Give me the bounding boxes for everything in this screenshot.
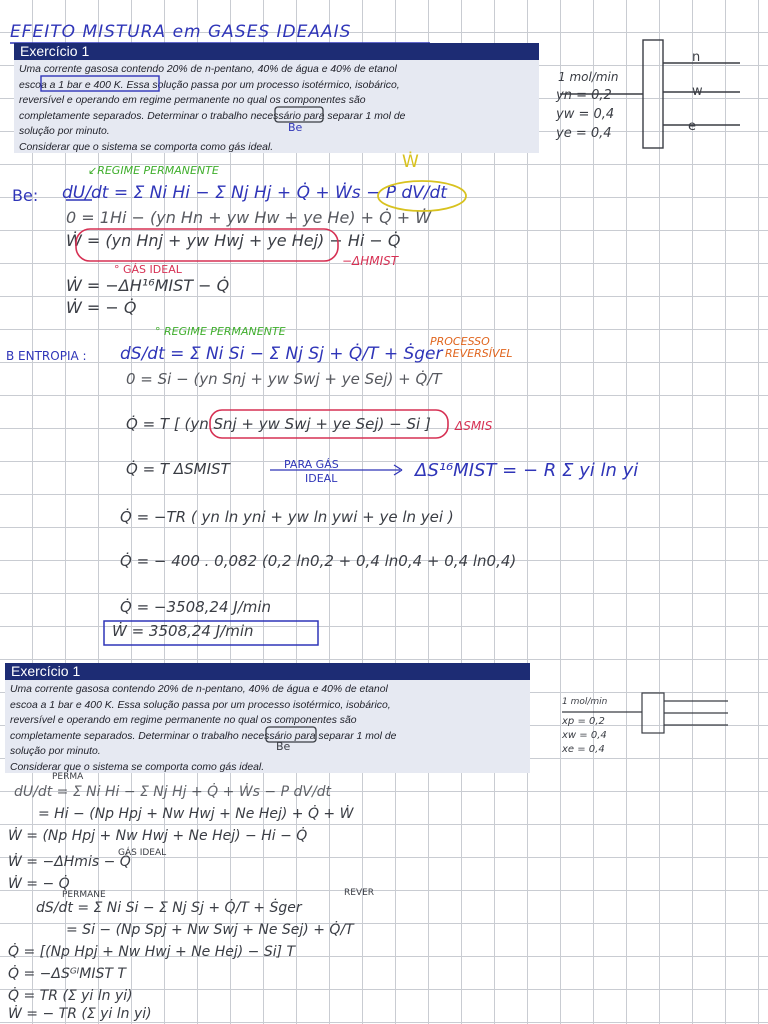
statement-line: Considerar que o sistema se comporta como gás ideal. [10, 761, 265, 773]
statement-line: solução por minuto. [10, 746, 101, 757]
mole-fraction: xe = 0,4 [562, 744, 605, 755]
flow-label: 1 mol/min [558, 70, 619, 84]
statement-line: escoa a 1 bar e 400 K. Essa solução passa por um processo isotérmico, isobárico, [10, 699, 391, 711]
equation: 0 = Si − (yn Snj + yw Swj + ye Sej) + Q̇/T [126, 370, 442, 388]
work-annotation: Ẇ [402, 152, 419, 172]
statement-line: Uma corrente gasosa contendo 20% de n-pentano, 40% de água e 40% de etanol [10, 684, 388, 695]
equation: Ẇ = (yn Hnj + yw Hwj + ye Hej) − Hi − Q̇ [66, 231, 401, 250]
processo-note: PROCESSO [430, 335, 490, 348]
mole-fraction: xp = 0,2 [562, 716, 605, 727]
statement-line: reversível e operando em regime permanente no qual os componentes são [19, 95, 366, 106]
be-annotation: Be [276, 740, 291, 753]
outlet-label: e [688, 119, 696, 134]
equation: Q̇ = − 400 . 0,082 (0,2 ln0,2 + 0,4 ln0,4 + 0,4 ln0,4) [120, 552, 517, 570]
statement-line: escoa a 1 bar e 400 K. Essa solução passa por um processo isotérmico, isobárico, [19, 79, 400, 91]
equation: Q̇ = [(Np Hpj + Nw Hwj + Ne Hej) − Si] T [8, 944, 296, 960]
mole-fraction: xw = 0,4 [562, 730, 607, 741]
mole-fraction: yn = 0,2 [556, 88, 612, 103]
statement-line: Uma corrente gasosa contendo 20% de n-pentano, 40% de água e 40% de etanol [19, 64, 397, 75]
ideal-mixing-entropy: ΔS¹⁶MIST = − R Σ yi ln yi [415, 460, 639, 481]
perma-note: PERMA [52, 772, 84, 782]
regime-note: ° REGIME PERMANENTE [155, 325, 286, 338]
equation: Ẇ = − Q̇ [8, 876, 70, 892]
equation: dS/dt = Σ Ni Si − Σ Nj Sj + Q̇/T + Ṡger [120, 344, 443, 364]
equation: Ẇ = − Q̇ [66, 298, 137, 317]
final-answer: Ẇ = 3508,24 J/min [112, 622, 254, 640]
equation: = Si − (Np Spj + Nw Swj + Ne Sej) + Q̇/T [66, 922, 354, 938]
equation: Ẇ = − TR (Σ yi ln yi) [8, 1006, 152, 1022]
ideal-note: IDEAL [305, 472, 338, 485]
para-gas-note: PARA GÁS [284, 458, 339, 471]
statement-line: completamente separados. Determinar o trabalho necessário para separar 1 mol de [10, 730, 397, 742]
outlet-label: w [692, 84, 703, 99]
delta-hmist-note: −ΔHMIST [342, 254, 399, 268]
equation: Q̇ = −ΔSᴳᴵMIST T [8, 966, 126, 982]
equation: Ẇ = −ΔHmis − Q̇ [8, 854, 131, 870]
outlet-label: n [692, 50, 701, 65]
be-annotation: Be [288, 121, 303, 134]
equation: Q̇ = −3508,24 J/min [120, 598, 272, 616]
exercise-header: Exercício 1 [14, 43, 539, 60]
statement-line: completamente separados. Determinar o trabalho necessário para separar 1 mol de [19, 110, 406, 122]
reversivel-note: REVERSÍVEL [445, 347, 513, 360]
statement-line: Considerar que o sistema se comporta como gás ideal. [19, 141, 274, 153]
regime-note: ↙REGIME PERMANENTE [88, 164, 219, 177]
permane-note: PERMANE [62, 890, 106, 900]
mole-fraction: yw = 0,4 [556, 107, 615, 122]
balance-label: B ENTROPIA : [6, 349, 87, 363]
equation: Q̇ = −TR ( yn ln yni + yw ln ywi + ye ln yei ) [120, 508, 454, 526]
equation: Ẇ = −ΔH¹⁶MIST − Q̇ [66, 276, 230, 295]
statement-line: reversível e operando em regime permanente no qual os componentes são [10, 715, 357, 726]
equation: dU/dt = Σ Ni Hi − Σ Nj Hj + Q̇ + Ẇs − P dV/dt [14, 784, 332, 800]
equation: Q̇ = T ΔSMIST [126, 460, 230, 478]
page-title: EFEITO MISTURA em GASES IDEAAIS [10, 22, 352, 42]
statement-line: solução por minuto. [19, 126, 110, 137]
equation: 0 = 1Hi − (yn Hn + yw Hw + ye He) + Q̇ + Ẇ [66, 208, 432, 227]
equation: Q̇ = T [ (yn Snj + yw Swj + ye Sej) − Si ] [126, 415, 431, 433]
equation: Q̇ = TR (Σ yi ln yi) [8, 988, 133, 1004]
equation: Ẇ = (Np Hpj + Nw Hwj + Ne Hej) − Hi − Q̇ [8, 828, 308, 844]
exercise-header: Exercício 1 [5, 663, 530, 680]
equation: = Hi − (Np Hpj + Nw Hwj + Ne Hej) + Q̇ + Ẇ [38, 806, 354, 822]
delta-smis-note: ΔSMIS [455, 419, 493, 433]
balance-label: Be: [12, 186, 39, 205]
equation: dU/dt = Σ Ni Hi − Σ Nj Hj + Q̇ + Ẇs − P dV/dt [62, 183, 447, 203]
equation: dS/dt = Σ Ni Si − Σ Nj Sj + Q̇/T + Ṡger [36, 900, 302, 916]
gas-ideal-note: ° GÁS IDEAL [114, 263, 182, 276]
rever-note: REVER [344, 888, 375, 898]
flow-label: 1 mol/min [562, 697, 608, 707]
gas-ideal-note: GÁS IDEAL [118, 848, 167, 858]
mole-fraction: ye = 0,4 [556, 126, 612, 141]
